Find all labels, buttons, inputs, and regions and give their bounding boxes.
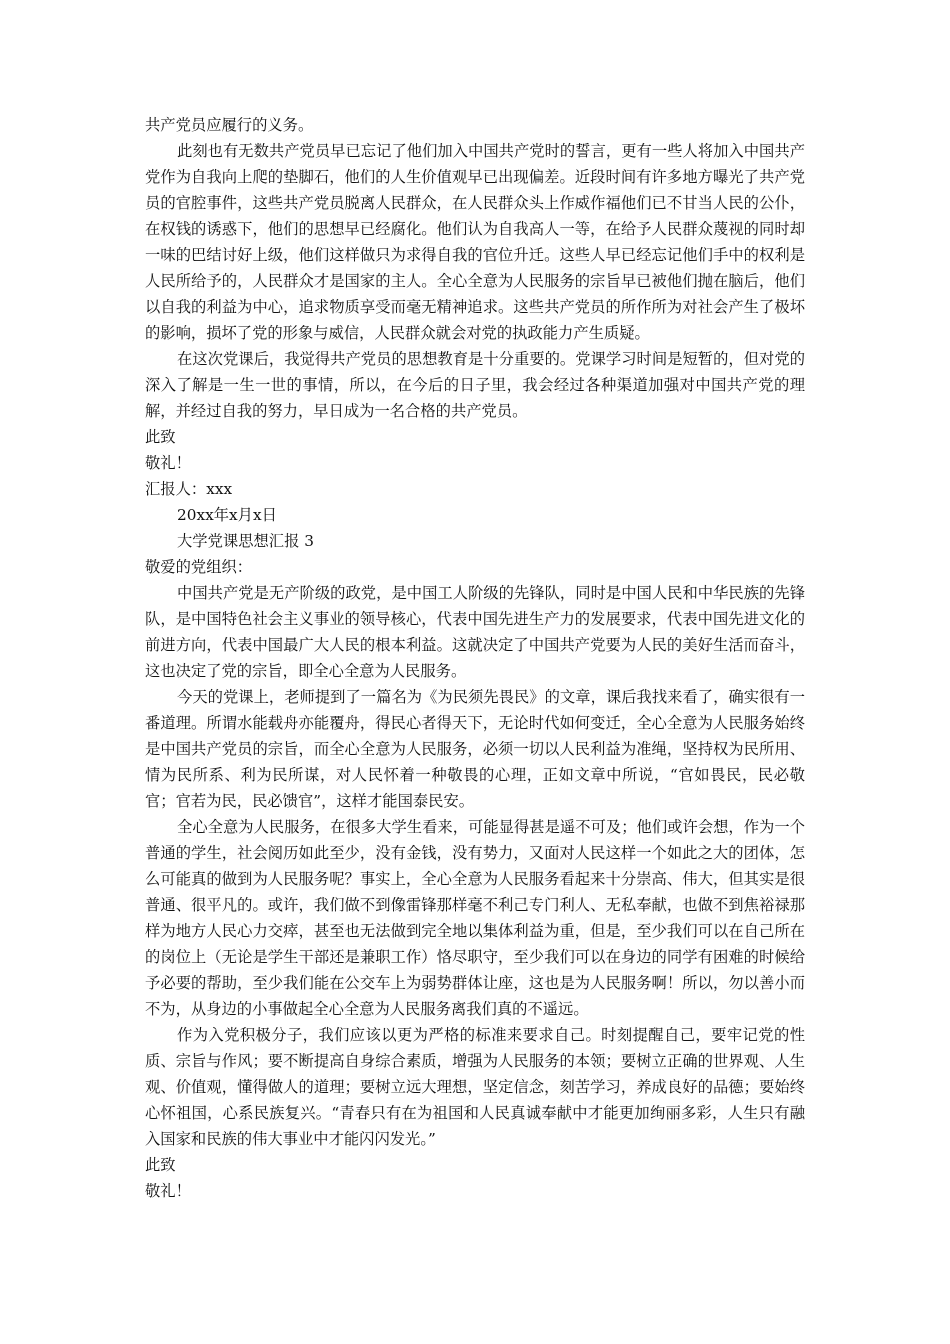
closing-jingli: 敬礼！ [145,454,191,472]
document-body [145,112,805,1204]
paragraph-after-party-class: 在这次党课后，我觉得共产党员的思想教育是十分重要的。党课学习时间是短暂的，但对党的深入了解是一生一世的事情，所以，在今后的日子里，我会经过各种渠道加强对中国共产党的理解，并经过自我的努力，早日成为一名合格的共产党员。 [145,350,805,420]
date-line: 20xx年x月x日 [177,506,277,524]
closing-cizhi: 此致 [145,428,176,446]
paragraph-party-nature: 中国共产党是无产阶级的政党，是中国工人阶级的先锋队，同时是中国人民和中华民族的先锋队，是中国特色社会主义事业的领导核心，代表中国先进生产力的发展要求，代表中国先进文化的前进方向，代表中国最广大人民的根本利益。这就决定了中国共产党要为人民的美好生活而奋斗，这也决定了党的宗旨，即全心全意为人民服务。 [145,584,805,680]
paragraph-activist: 作为入党积极分子，我们应该以更为严格的标准来要求自己。时刻提醒自己，要牢记党的性质、宗旨与作风；要不断提高自身综合素质，增强为人民服务的本领；要树立正确的世界观、人生观、价值观，懂得做人的道理；要树立远大理想，坚定信念，刻苦学习，养成良好的品德；要始终心怀祖国，心系民族复兴。“青春只有在为祖国和人民真诚奉献中才能更加绚丽多彩，人生只有融入国家和民族的伟大事业中才能闪闪发光。” [145,1026,805,1148]
paragraph-today-class: 今天的党课上，老师提到了一篇名为《为民须先畏民》的文章，课后我找来看了，确实很有一番道理。所谓水能载舟亦能覆舟，得民心者得天下，无论时代如何变迁，全心全意为人民服务始终是中国共产党员的宗旨，而全心全意为人民服务，必须一切以人民利益为准绳，坚持权为民所用、情为民所系、利为民所谋，对人民怀着一种敬畏的心理，正如文章中所说，“官如畏民，民必敬官；官若为民，民必馈官”，这样才能国泰民安。 [145,688,805,810]
section-title: 大学党课思想汇报 3 [177,532,314,550]
salutation: 敬爱的党组织： [145,558,253,576]
reporter-line: 汇报人：xxx [145,480,233,498]
closing-jingli-2: 敬礼！ [145,1182,191,1200]
paragraph-duty-end: 共产党员应履行的义务。 [145,116,314,134]
paragraph-forgotten-oath: 此刻也有无数共产党员早已忘记了他们加入中国共产党时的誓言，更有一些人将加入中国共产党作为自我向上爬的垫脚石，他们的人生价值观早已出现偏差。近段时间有许多地方曝光了共产党员的官腔事件，这些共产党员脱离人民群众，在人民群众头上作威作福他们已不甘当人民的公仆，在权钱的诱惑下，他们的思想早已经腐化。他们认为自我高人一等，在给予人民群众蔑视的同时却一味的巴结讨好上级，他们这样做只为求得自我的官位升迁。这些人早已经忘记他们手中的权利是人民所给予的，人民群众才是国家的主人。全心全意为人民服务的宗旨早已被他们抛在脑后，他们以自我的利益为中心，追求物质享受而毫无精神追求。这些共产党员的所作所为对社会产生了极坏的影响，损坏了党的形象与威信，人民群众就会对党的执政能力产生质疑。 [145,142,805,342]
closing-cizhi-2: 此致 [145,1156,176,1174]
paragraph-serve-people: 全心全意为人民服务，在很多大学生看来，可能显得甚是遥不可及；他们或许会想，作为一个普通的学生，社会阅历如此至少，没有金钱，没有势力，又面对人民这样一个如此之大的团体，怎么可能真的做到为人民服务呢？事实上，全心全意为人民服务看起来十分崇高、伟大，但其实是很普通、很平凡的。或许，我们做不到像雷锋那样毫不利己专门利人、无私奉献，也做不到焦裕禄那样为地方人民心力交瘁，甚至也无法做到完全地以集体利益为重，但是，至少我们可以在自己所在的岗位上（无论是学生干部还是兼职工作）恪尽职守，至少我们可以在身边的同学有困难的时候给予必要的帮助，至少我们能在公交车上为弱势群体让座，这也是为人民服务啊！所以，勿以善小而不为，从身边的小事做起全心全意为人民服务离我们真的不遥远。 [145,818,805,1018]
